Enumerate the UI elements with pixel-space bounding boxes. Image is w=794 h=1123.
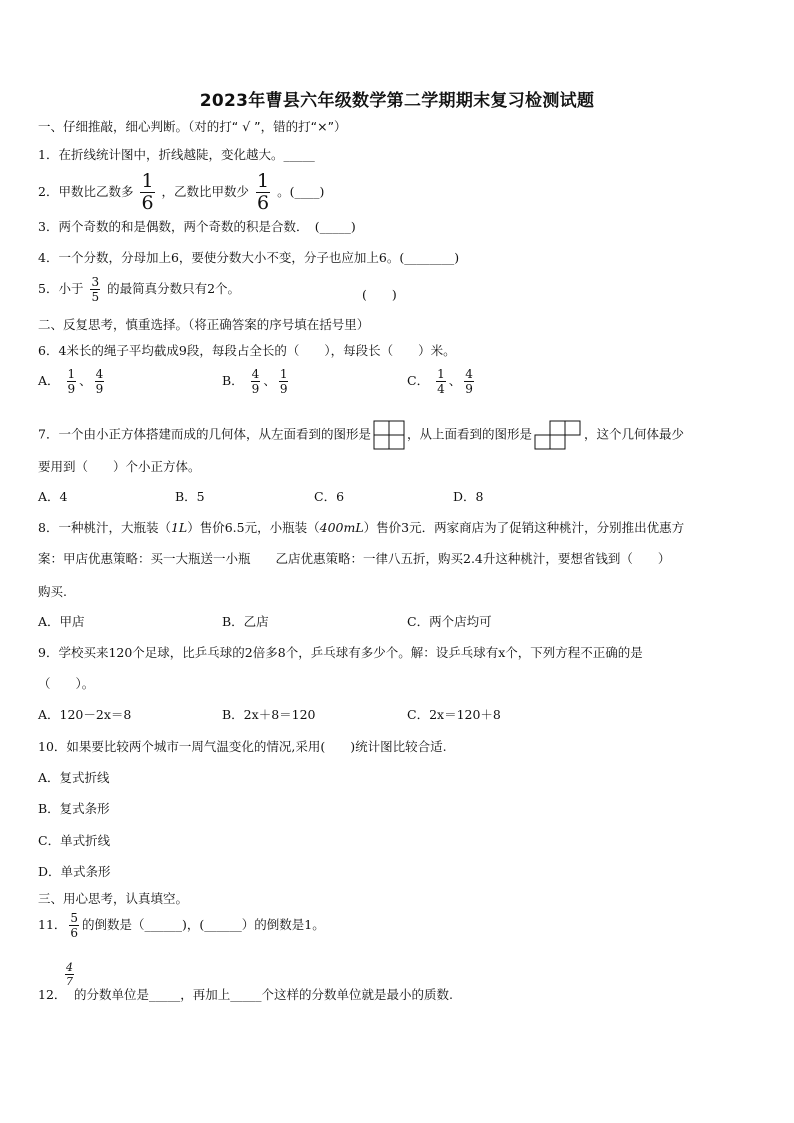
q8-text: ）售价6.5元，小瓶装（	[187, 520, 320, 535]
q8-text: 8．一种桃汁，大瓶装（	[38, 520, 171, 535]
q8-text: ）售价3元．两家商店为了促销这种桃汁，分别推出优惠方	[363, 520, 685, 535]
option-fraction	[279, 368, 289, 395]
q6-option-b	[222, 368, 291, 395]
q11-fraction	[69, 912, 79, 939]
q7-text-b: ，从上面看到的图形是	[406, 426, 532, 442]
q2-fraction-1	[140, 172, 154, 213]
question-9: 9．学校买来120个足球，比乒乓球的2倍多8个，乒乓球有多少个。解：设乒乓球有x个，下列方程不正确的是	[38, 645, 643, 660]
q8-option-c: C．两个店均可	[407, 614, 492, 629]
numerator: 4	[95, 367, 104, 381]
q10-option-c: C．单式折线	[38, 833, 111, 848]
q12-number: 12．	[38, 987, 67, 1002]
q2-text-c: 。(____)	[277, 184, 325, 199]
q8-option-b: B．乙店	[222, 614, 269, 629]
denominator: 9	[251, 382, 260, 396]
separator: 、	[448, 373, 462, 388]
q10-option-b: B．复式条形	[38, 801, 110, 816]
question-2	[38, 172, 324, 213]
numerator: 3	[91, 275, 100, 289]
denominator: 5	[91, 290, 100, 304]
question-3: 3．两个奇数的和是偶数，两个奇数的积是合数． (_____)	[38, 219, 356, 234]
q2-text-b: ，乙数比甲数少	[161, 184, 250, 199]
option-label: A．	[38, 373, 60, 388]
option-label: C．	[407, 373, 430, 388]
section-3-heading: 三、用心思考，认真填空。	[38, 891, 189, 906]
q12-fraction	[62, 962, 77, 987]
q12-fraction-inner	[65, 962, 74, 987]
q11-text: 的倒数是（______)，(______）的倒数是1。	[82, 917, 325, 932]
q8-unit-2: 400mL	[319, 520, 364, 535]
q7-option-b: B．5	[175, 489, 205, 504]
option-fraction	[251, 368, 261, 395]
numerator: 5	[70, 911, 79, 925]
numerator: 4	[465, 367, 473, 381]
question-10: 10．如果要比较两个城市一周气温变化的情况,采用( )统计图比较合适.	[38, 739, 447, 754]
numerator: 1	[141, 170, 154, 192]
q7-text-a: 7．一个由小正方体搭建而成的几何体，从左面看到的图形是	[38, 426, 371, 442]
question-4: 4．一个分数，分母加上6，要使分数大小不变，分子也应加上6。(________)	[38, 250, 460, 265]
q7-text-c: ，这个几何体最少	[583, 426, 684, 442]
q11-number: 11．	[38, 917, 67, 932]
numerator: 4	[251, 367, 260, 381]
q12-text: 的分数单位是_____，再加上_____个这样的分数单位就是最小的质数.	[74, 987, 453, 1002]
denominator: 9	[67, 382, 76, 396]
denominator: 6	[257, 192, 270, 214]
option-label: B．	[222, 373, 244, 388]
denominator: 7	[66, 975, 73, 988]
question-9-line-2: （ ）。	[38, 676, 95, 691]
denominator: 9	[465, 382, 473, 396]
question-8	[38, 519, 684, 537]
question-1: 1．在折线统计图中，折线越陡，变化越大。_____	[38, 147, 315, 162]
numerator: 1	[257, 170, 270, 192]
option-fraction	[95, 368, 105, 395]
question-6: 6．4米长的绳子平均截成9段，每段占全长的（ ），每段长（ ）米。	[38, 343, 456, 358]
denominator: 6	[141, 192, 154, 214]
page-title: 2023年曹县六年级数学第二学期期末复习检测试题	[199, 91, 595, 111]
q5-text-b: 的最简真分数只有2个。	[107, 281, 241, 296]
separator: 、	[79, 373, 92, 388]
option-fraction	[464, 368, 474, 395]
q5-fraction	[90, 276, 100, 303]
section-1-heading: 一、仔细推敲，细心判断。（对的打“ √ ”，错的打“×”）	[38, 119, 347, 134]
question-8-line-2: 案：甲店优惠策略：买一大瓶送一小瓶 乙店优惠策略：一律八五折，购买2.4升这种桃汁，要想省钱到（ ）	[38, 551, 671, 566]
separator: 、	[263, 373, 276, 388]
q2-text-a: 2．甲数比乙数多	[38, 184, 134, 199]
option-fraction	[67, 368, 77, 395]
q9-option-b: B．2x＋8＝120	[222, 707, 316, 722]
q8-unit-1: 1L	[170, 520, 188, 535]
q5-text-a: 5．小于	[38, 281, 84, 296]
q9-option-c: C．2x＝120＋8	[407, 707, 501, 722]
numerator: 1	[279, 367, 288, 381]
left-view-figure	[373, 420, 405, 450]
section-2-heading: 二、反复思考，慎重选择。（将正确答案的序号填在括号里）	[38, 317, 370, 332]
question-8-line-3: 购买.	[38, 584, 67, 599]
denominator: 9	[279, 382, 288, 396]
q8-option-a: A．甲店	[38, 614, 85, 629]
q6-option-a	[38, 368, 107, 395]
denominator: 9	[95, 382, 104, 396]
q7-option-c: C．6	[314, 489, 345, 504]
q5-answer-bracket: ( )	[362, 287, 397, 302]
q7-option-a: A．4	[38, 489, 68, 504]
q10-option-d: D．单式条形	[38, 864, 111, 879]
numerator: 1	[437, 367, 445, 381]
q10-option-a: A．复式折线	[38, 770, 110, 785]
numerator: 1	[67, 367, 76, 381]
denominator: 4	[437, 382, 445, 396]
option-fraction	[436, 368, 446, 395]
question-12	[38, 986, 66, 1004]
numerator: 4	[66, 961, 73, 974]
q9-option-a: A．120－2x＝8	[38, 707, 132, 722]
question-7-line-2: 要用到（ ）个小正方体。	[38, 459, 201, 474]
q6-option-c	[407, 368, 477, 395]
question-7	[38, 420, 684, 450]
q2-fraction-2	[256, 172, 270, 213]
top-view-figure	[534, 420, 582, 450]
question-5	[38, 276, 240, 303]
q7-option-d: D．8	[453, 489, 484, 504]
denominator: 6	[70, 926, 79, 940]
question-11	[38, 912, 325, 939]
